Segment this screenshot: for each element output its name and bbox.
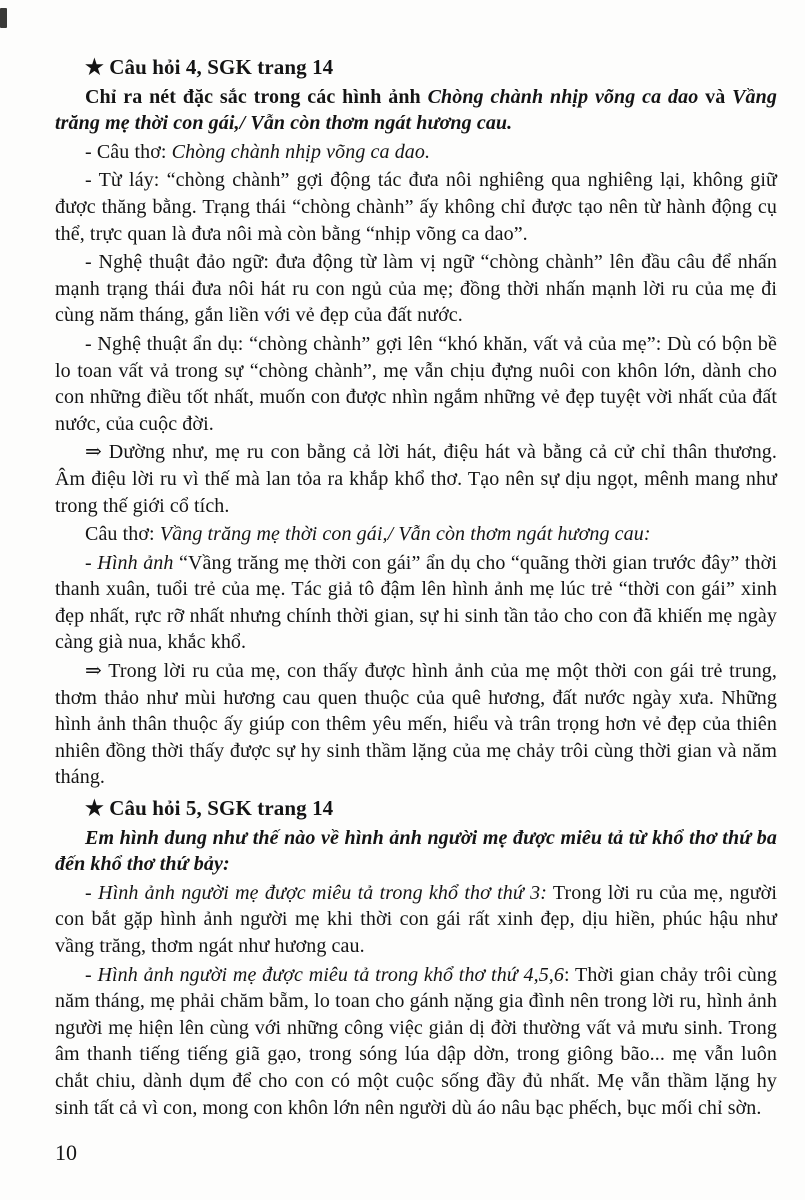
text-run: - Câu thơ: [85, 140, 172, 163]
para-tu-lay [55, 167, 777, 247]
para-nghe-thuat-dao-ngu [55, 249, 777, 329]
text-run: - [85, 881, 99, 904]
text-run: Chòng chành nhịp võng ca dao [427, 85, 699, 108]
page-number: 10 [55, 1140, 77, 1165]
text-run: Trong lời ru của mẹ, người con bắt gặp hình ảnh người mẹ khi thời con gái rất xinh đẹp, dịu hiền, phúc hậu như vầng trăng, thơm ngát như hương cau. [55, 881, 777, 957]
text-run: - [85, 551, 98, 574]
heading-cau-hoi-5 [55, 795, 777, 822]
para-conclusion-2 [55, 658, 777, 791]
scan-edge-artifact [0, 8, 7, 28]
text-run: - Nghệ thuật ẩn dụ: “chòng chành” gợi lên “khó khăn, vất vả của mẹ”: Dù có bộn bề lo toan vất vả trong sự “chòng chành”, mẹ vẫn chịu đựng nuôi con khôn lớn, dành cho con những điều tốt nhất, muốn con được nhìn ngắm những vẻ đẹp tuyệt vời nhất của đất nước, của cuộc đời. [55, 332, 777, 435]
text-run: Chỉ ra nét đặc sắc trong các hình ảnh [85, 85, 428, 108]
para-kho-tho-456 [55, 962, 777, 1122]
para-hinh-anh-vang-trang [55, 550, 777, 656]
text-run: và [698, 85, 733, 108]
text-run: ★ Câu hỏi 4, SGK trang 14 [85, 55, 334, 79]
text-block [55, 50, 777, 1123]
text-run: - [85, 963, 98, 986]
text-run: Hình ảnh [97, 551, 174, 574]
text-run: Chòng chành nhịp võng ca dao. [171, 140, 431, 163]
text-run: “Vầng trăng mẹ thời con gái” ẩn dụ cho “quãng thời gian trước đây” thời thanh xuân, tuổi trẻ của mẹ. Tác giả tô đậm lên hình ảnh mẹ lúc trẻ “thời con gái” xinh đẹp nhất, rực rỡ nhất nhưng chính thời gian, sự hi sinh tần tảo cho con đã khiến mẹ ngày càng già nua, khắc khổ. [55, 551, 777, 654]
text-run: Em hình dung như thế nào về hình ảnh người mẹ được miêu tả từ khổ thơ thứ ba đến khổ thơ thứ bảy: [55, 826, 777, 876]
text-run: - Từ láy: “chòng chành” gợi động tác đưa nôi nghiêng qua nghiêng lại, không giữ được thăng bằng. Trạng thái “chòng chành” ấy không chỉ được tạo nên từ hành động cụ thể, trực quan là đưa nôi mà còn bằng “nhịp võng ca dao”. [55, 169, 777, 245]
text-run: Vầng trăng mẹ thời con gái,/ Vẫn còn thơm ngát hương cau. [55, 85, 777, 135]
text-run: : Thời gian chảy trôi cùng năm tháng, mẹ phải chăm bẵm, lo toan cho gánh nặng gia đình nên trong lời ru, hình ảnh người mẹ hiện lên cùng với những công việc giản dị đời thường vất vả mưu sinh. Trong âm thanh tiếng tiếng giã gạo, trong sóng lúa dập dờn, trong giông bão... mẹ vẫn luôn chắt chiu, dành dụm để cho con có một cuộc sống đầy đủ nhất. Mẹ vẫn thầm lặng hy sinh tất cả vì con, mong con khôn lớn nên người dù áo nâu bạc phếch, bục mối chỉ sờn. [55, 963, 778, 1119]
text-run: Vầng trăng mẹ thời con gái,/ Vẫn còn thơm ngát hương cau: [159, 523, 651, 546]
question-5-text [55, 825, 777, 878]
para-conclusion-1 [55, 439, 777, 519]
para-kho-tho-3 [55, 880, 777, 960]
text-run: - Nghệ thuật đảo ngữ: đưa động từ làm vị ngữ “chòng chành” lên đầu câu để nhấn mạnh trạng thái đưa nôi hát ru con ngủ của mẹ; đồng thời nhấn mạnh lời ru của mẹ đi cùng năm tháng, gắn liền với vẻ đẹp của đất nước. [55, 251, 777, 327]
para-cau-tho-2 [55, 521, 777, 548]
text-run: ⇒ Trong lời ru của mẹ, con thấy được hình ảnh của mẹ một thời con gái trẻ trung, thơm thảo như mùi hương cau quen thuộc của quê hương, đất nước ngày xưa. Những hình ảnh thân thuộc ấy giúp con thêm yêu mến, hiểu và trân trọng hơn vẻ đẹp của thiên nhiên đồng thời thấy được sự hy sinh thầm lặng của mẹ chảy trôi cùng thời gian và năm tháng. [55, 660, 777, 789]
text-run: Hình ảnh người mẹ được miêu tả trong khổ thơ thứ 4,5,6 [97, 963, 565, 986]
para-cau-tho-1 [55, 139, 777, 166]
para-nghe-thuat-an-du [55, 331, 777, 437]
text-run: ★ Câu hỏi 5, SGK trang 14 [85, 796, 334, 821]
text-run: Hình ảnh người mẹ được miêu tả trong khổ thơ thứ 3: [98, 881, 548, 904]
heading-cau-hoi-4 [55, 54, 777, 81]
text-run: Câu thơ: [85, 523, 160, 546]
question-4-text [55, 84, 777, 137]
text-run: ⇒ Dường như, mẹ ru con bằng cả lời hát, điệu hát và bằng cả cử chỉ thân thương. Âm điệu lời ru vì thế mà lan tỏa ra khắp khổ thơ. Tạo nên sự dịu ngọt, mênh mang như trong thế giới cổ tích. [55, 441, 777, 517]
